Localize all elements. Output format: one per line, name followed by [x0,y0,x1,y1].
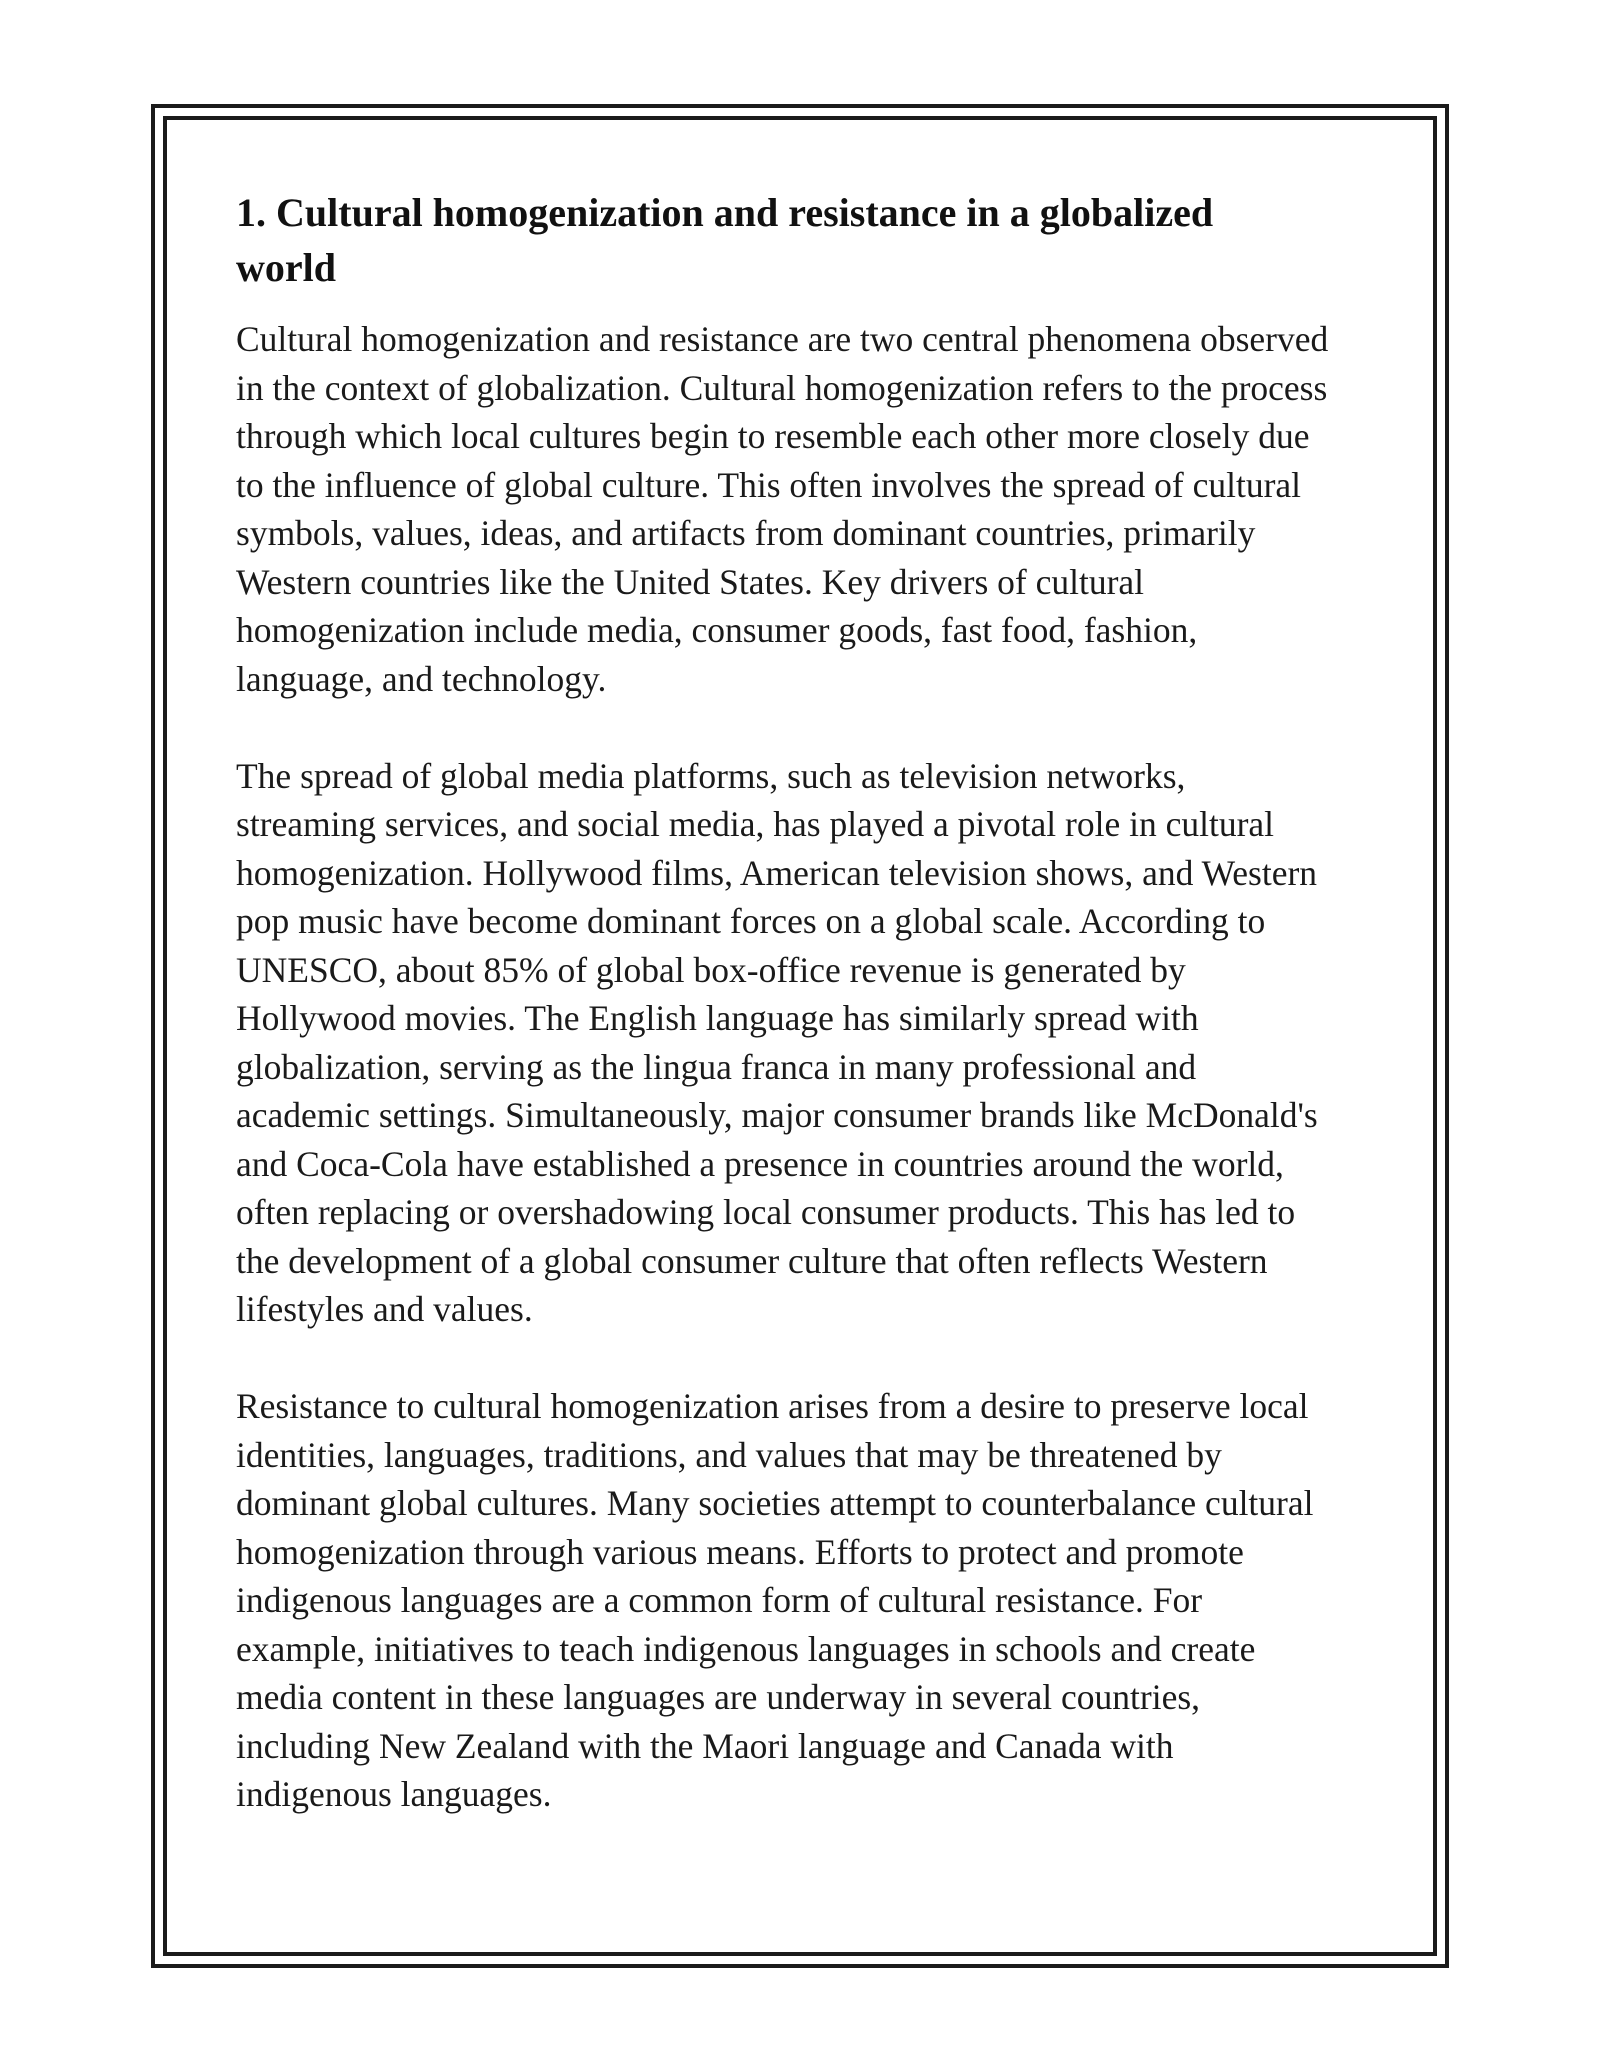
section-heading: 1. Cultural homogenization and resistance in a globalized world [236,190,1214,290]
paragraph-global-media-spread: The spread of global media platforms, such as television networks, streaming services, and social media, has played a pivotal role in cultural homogenization. Hollywood films, American television shows, and Western pop music have become dominant forces on a global scale. According to UNESCO, about 85% of global box-office revenue is generated by Hollywood movies. The English language has similarly spread with globalization, serving as the lingua franca in many professional and academic settings. Simultaneously, major consumer brands like McDonald's and Coca-Cola have established a presence in countries around the world, often replacing or overshadowing local consumer products. This has led to the development of a global consumer culture that often reflects Western lifestyles and values. [236,755,1318,1329]
paragraph-resistance: Resistance to cultural homogenization arises from a desire to preserve local identities, languages, traditions, and values that may be threatened by dominant global cultures. Many societies attempt to counterbalance cultural homogenization through various means. Efforts to protect and promote indigenous languages are a common form of cultural resistance. For example, initiatives to teach indigenous languages in schools and create media content in these languages are underway in several countries, including New Zealand with the Maori language and Canada with indigenous languages. [236,1386,1314,1814]
document-body [236,185,1376,1819]
paragraph-cultural-homogenization-definition: Cultural homogenization and resistance are two central phenomena observed in the context of globalization. Cultural homogenization refers to the process through which local cultures begin to resemble each other more closely due to the influence of global culture. This often involves the spread of cultural symbols, values, ideas, and artifacts from dominant countries, primarily Western countries like the United States. Key drivers of cultural homogenization include media, consumer goods, fast food, fashion, language, and technology. [236,319,1329,699]
